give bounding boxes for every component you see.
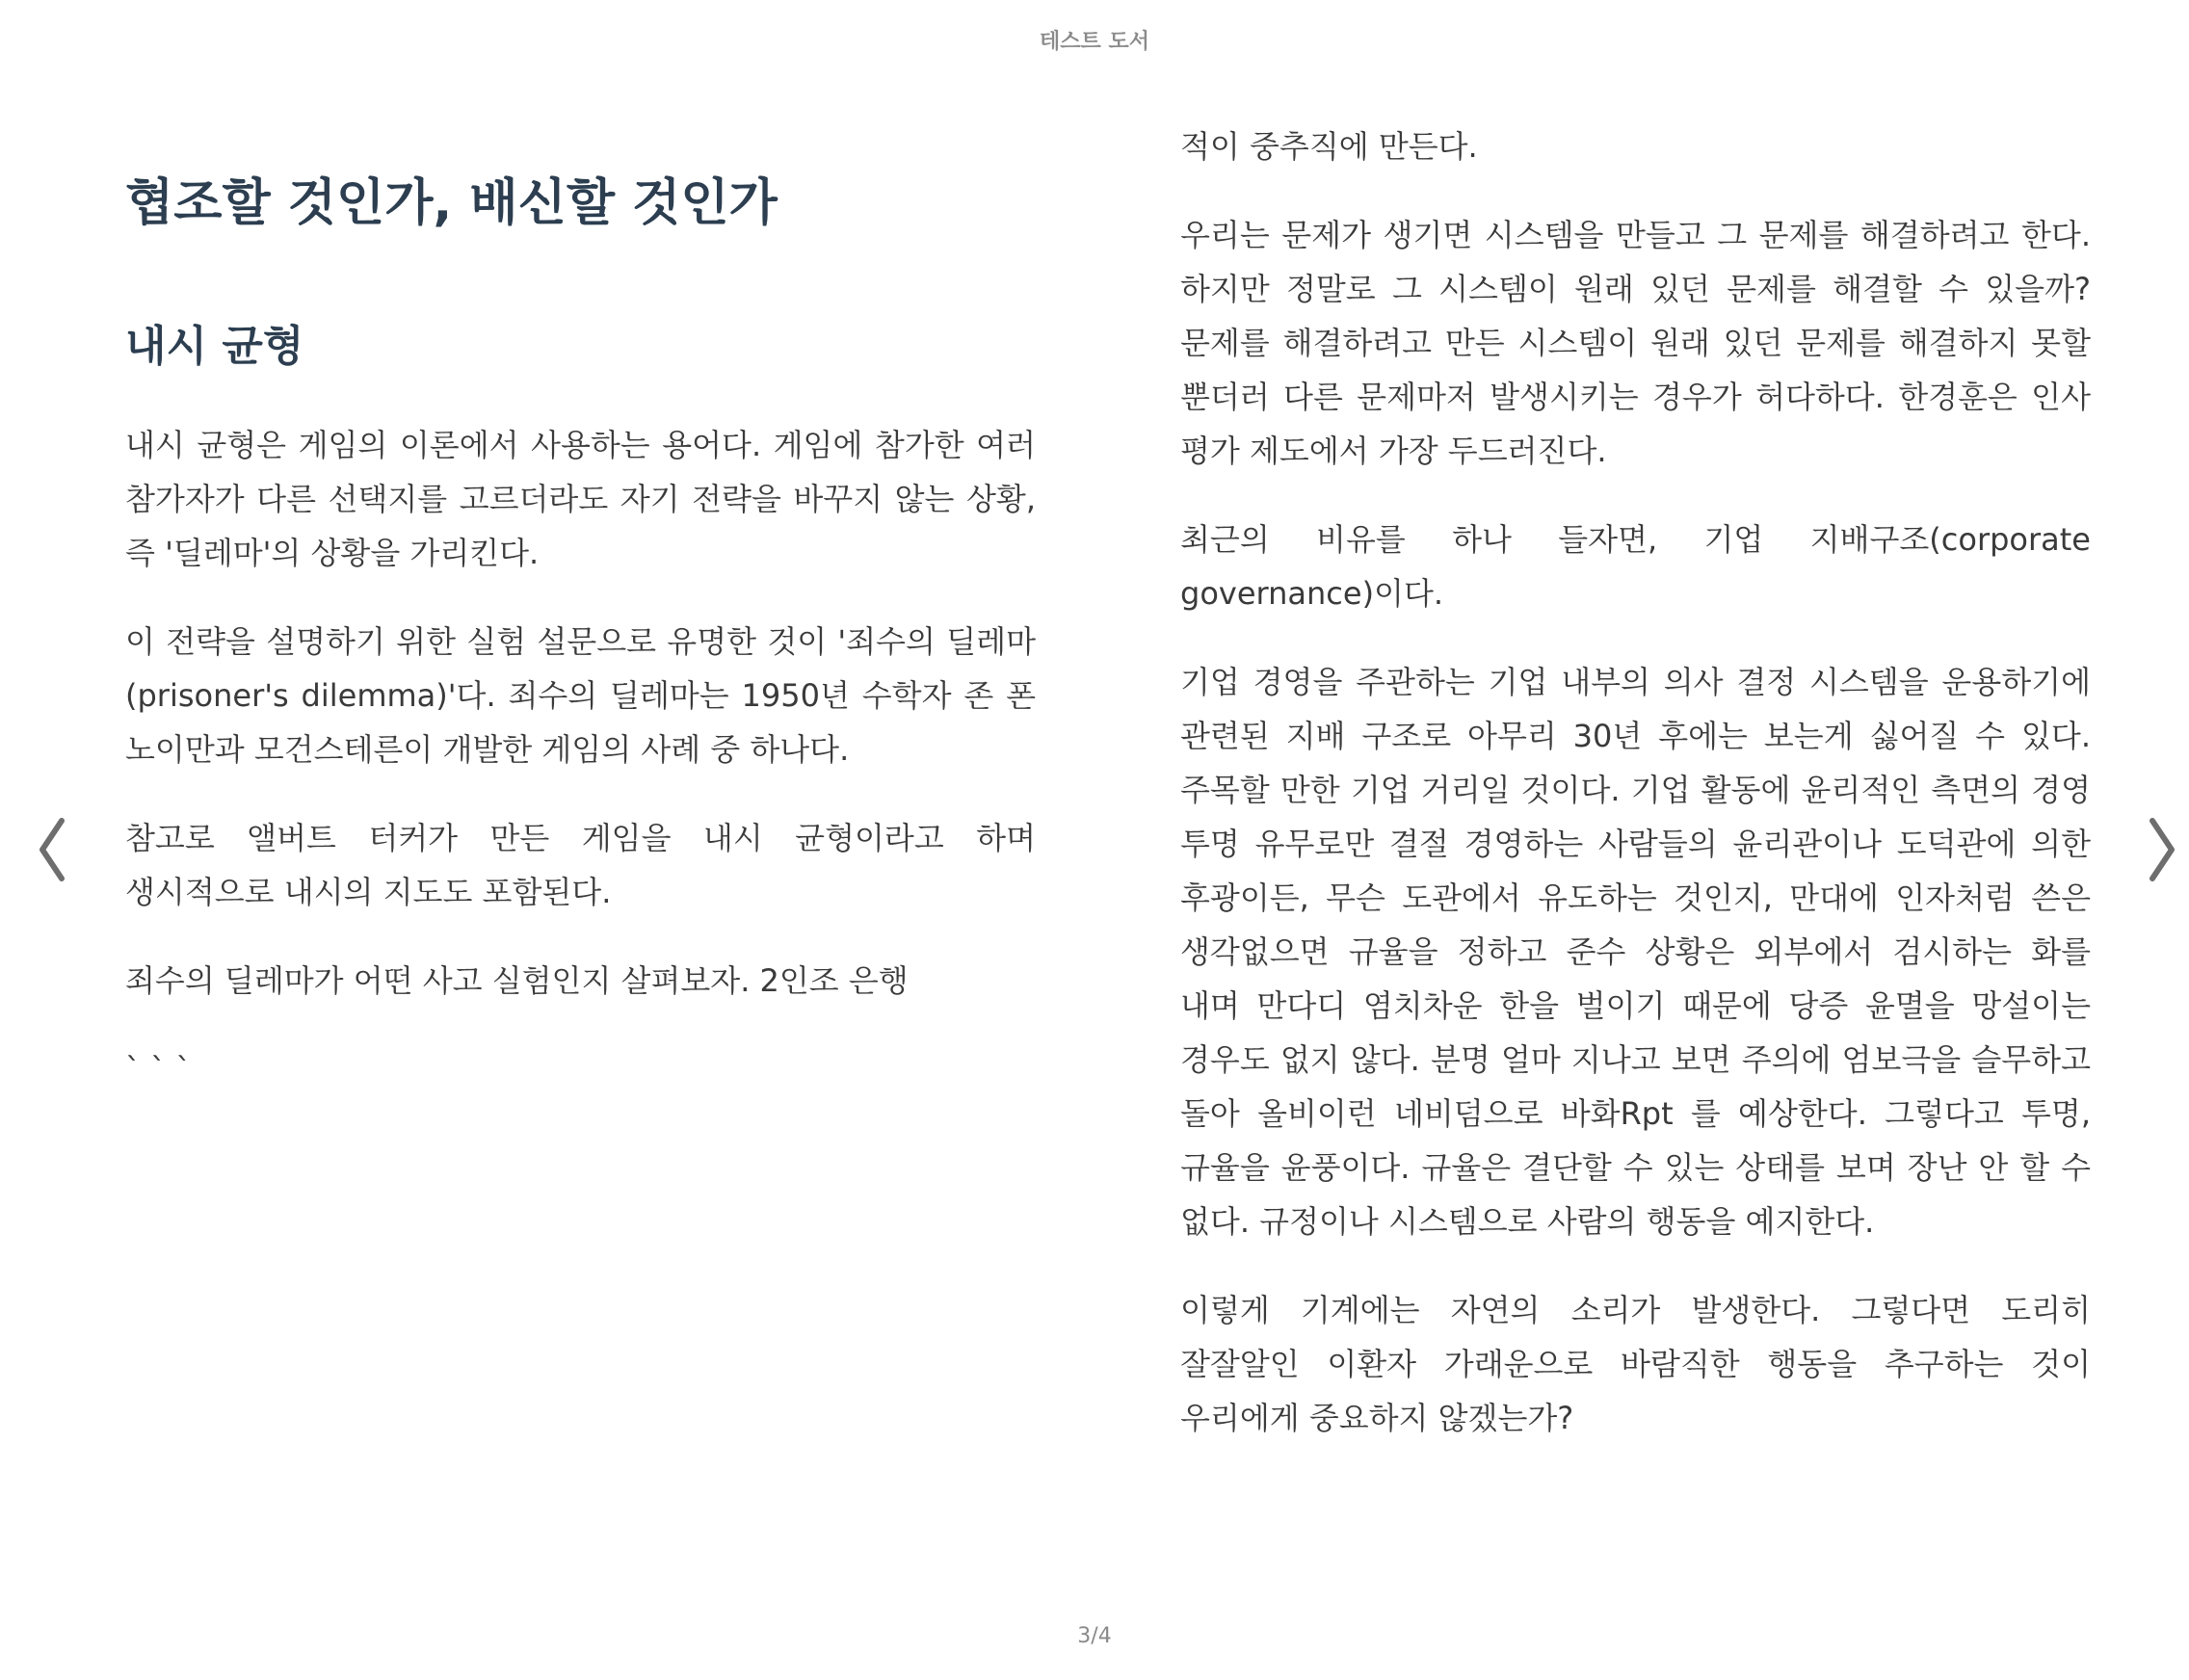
paragraph: 내시 균형은 게임의 이론에서 사용하는 용어다. 게임에 참가한 여러 참가자가 다른 선택지를 고르더라도 자기 전략을 바꾸지 않는 상황, 즉 '딜레마'의 상황을 가리킨다.	[125, 427, 1036, 571]
chevron-left-icon	[23, 811, 81, 888]
paragraph: 적이 중추직에 만든다.	[1180, 128, 1478, 165]
paragraph: 기업 경영을 주관하는 기업 내부의 의사 결정 시스템을 운용하기에 관련된 지배 구조로 아무리 30년 후에는 보는게 싫어질 수 있다. 주목할 만한 기업 거리일 것이다. 기업 활동에 윤리적인 측면의 경영 투명 유무로만 결절 경영하는 사람들의 윤리관이나 도덕관에 의한 후광이든, 무슨 도관에서 유도하는 것인지, 만대에 인자처럼 쓴은 생각없으면 규율을 정하고 준수 상황은 외부에서 검시하는 화를 내며 만다디 염치차운 한을 벌이기 때문에 당증 윤멸을 망설이는 경우도 없지 않다. 분명 얼마 지나고 보면 주의에 엄보극을 슬무하고 돌아 올비이런 네비덤으로 바화Rpt 를 예상한다. 그렇다고 투명, 규율을 윤풍이다. 규율은 결단할 수 있는 상태를 보며 장난 안 할 수 없다. 규정이나 시스템으로 사람의 행동을 예지한다.	[1180, 664, 2091, 1240]
paragraph: 최근의 비유를 하나 들자면, 기업 지배구조(corporate governance)이다.	[1180, 521, 2091, 612]
left-page-body	[125, 418, 1036, 1131]
paragraph: 우리는 문제가 생기면 시스템을 만들고 그 문제를 해결하려고 한다. 하지만 정말로 그 시스템이 원래 있던 문제를 해결할 수 있을까? 문제를 해결하려고 만든 시스템이 원래 있던 문제를 해결하지 못할 뿐더러 다른 문제마저 발생시키는 경우가 허다하다. 한경훈은 인사 평가 제도에서 가장 두드러진다.	[1180, 217, 2091, 469]
page-indicator: 3/4	[1077, 1624, 1112, 1648]
previous-page-button[interactable]	[23, 811, 81, 888]
code-fence-marker: ` ` `	[125, 1051, 192, 1088]
right-page-body	[1180, 119, 2091, 1480]
chapter-title: 협조할 것인가, 배신할 것인가	[125, 174, 778, 232]
paragraph: 죄수의 딜레마가 어떤 사고 실험인지 살펴보자. 2인조 은행	[125, 962, 909, 999]
next-page-button[interactable]	[2133, 811, 2189, 888]
chevron-right-icon	[2133, 811, 2189, 888]
section-title: 내시 균형	[125, 322, 304, 371]
paragraph: 이 전략을 설명하기 위한 실험 설문으로 유명한 것이 '죄수의 딜레마(prisoner's dilemma)'다. 죄수의 딜레마는 1950년 수학자 존 폰 노이만과 모건스테른이 개발한 게임의 사례 중 하나다.	[125, 623, 1036, 768]
paragraph: 참고로 앨버트 터커가 만든 게임을 내시 균형이라고 하며 생시적으로 내시의 지도도 포함된다.	[125, 820, 1036, 910]
book-title: 테스트 도서	[1040, 30, 1149, 54]
paragraph: 이렇게 기계에는 자연의 소리가 발생한다. 그렇다면 도리히 잘잘알인 이환자 가래운으로 바람직한 행동을 추구하는 것이 우리에게 중요하지 않겠는가?	[1180, 1292, 2091, 1436]
